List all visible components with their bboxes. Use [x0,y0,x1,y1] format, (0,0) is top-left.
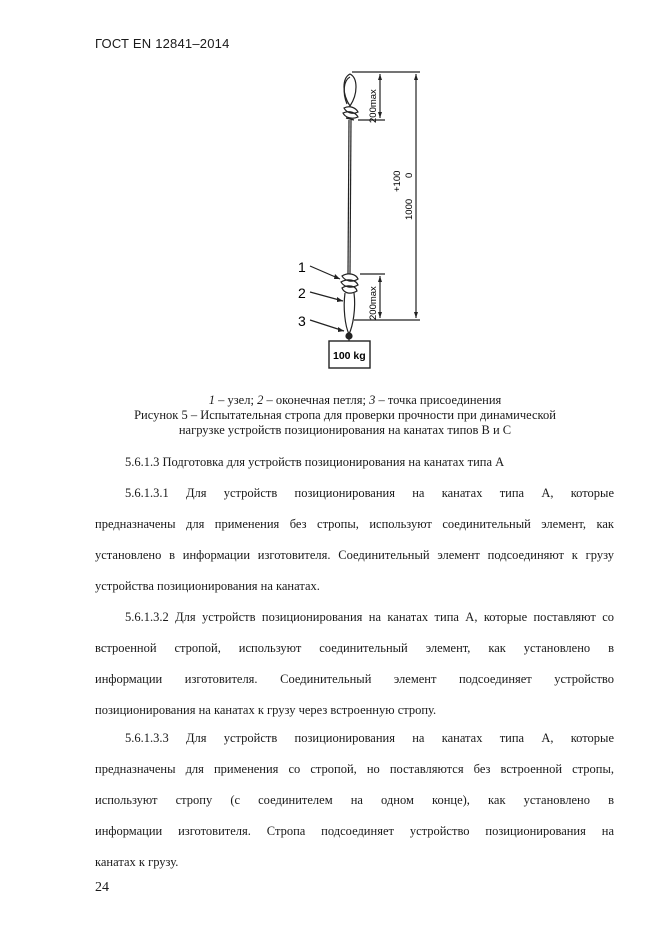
bottom-knot-icon [341,274,358,293]
test-sling-figure [290,68,440,378]
figure-title-line2: нагрузке устройств позиционирования на канатах типов В и С [178,423,512,437]
dim-tol-plus: +100 [392,170,403,192]
dim-tol-minus: 0 [404,172,415,178]
end-loop [344,293,354,334]
callout-2: 2 [298,285,306,301]
rope [348,120,349,274]
callout-3: 3 [298,313,306,329]
paragraph-5-6-1-3-3: 5.6.1.3.3 Для устройств позиционирования на канатах типа А, которые предназначены для применения со стропой, но поставляются без встроенной стропы, используют стропу (с соединителем на одном конце), как установлено в информации изготовителя. Стропа подсоединяет устройство позиционирования на канатах к грузу. [95,731,614,869]
figure-legend: 1 – узел; 2 – оконечная петля; 3 – точка присоединения [208,393,502,407]
paragraph-5-6-1-3-1: 5.6.1.3.1 Для устройств позиционирования на канатах типа А, которые предназначены для применения без стропы, используют соединительный элемент, как установлено в информации изготовителя. Соединительный элемент подсоединяют к грузу устройства позиционирования на канатах. [95,486,614,593]
section-5-6-1-3-heading: 5.6.1.3 Подготовка для устройств позиционирования на канатах типа А [125,455,505,469]
callout-1: 1 [298,259,306,275]
page-number: 24 [95,880,109,895]
top-knot-icon [343,107,358,120]
paragraph-5-6-1-3-2: 5.6.1.3.2 Для устройств позиционирования на канатах типа А, которые поставляют со встроенной стропой, используют соединительный элемент, как установлено в информации изготовителя. Соединительный элемент подсоединяет устройство позиционирования на канатах к грузу через встроенную стропу. [95,610,614,717]
figure-title-line1: Рисунок 5 – Испытательная стропа для проверки прочности при динамической [134,408,556,422]
document-header: ГОСТ EN 12841–2014 [95,36,230,51]
dim-total: 1000 [404,198,415,220]
weight-label: 100 kg [333,350,366,362]
dim-bottom-loop: 200max [368,286,379,320]
dim-top-loop: 200max [368,89,379,123]
attachment-point [346,333,352,339]
